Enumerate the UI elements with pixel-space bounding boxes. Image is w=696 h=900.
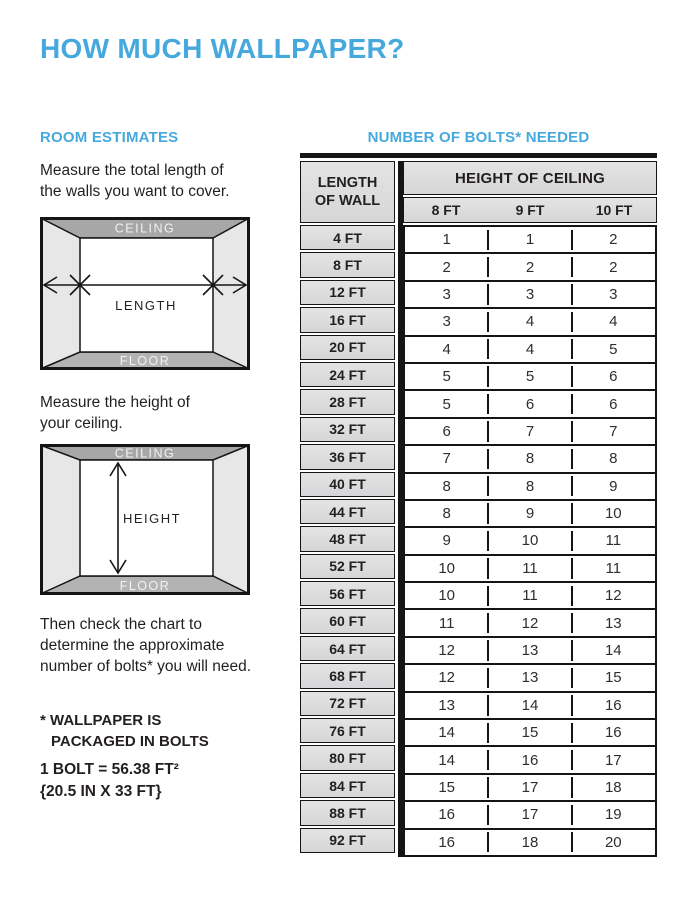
bolt-size-note xyxy=(40,759,179,803)
room-estimates-heading: ROOM ESTIMATES xyxy=(40,129,179,146)
column-header-10ft: 10 FT xyxy=(595,202,633,218)
bolt-count-cell: 2 xyxy=(488,254,571,279)
bolt-count-cell: 16 xyxy=(488,747,571,772)
bolt-count-cell: 3 xyxy=(572,282,655,307)
bolt-count-cell: 6 xyxy=(572,391,655,416)
table-row xyxy=(405,446,655,473)
bolts-needed-heading: NUMBER OF BOLTS* NEEDED xyxy=(367,129,590,146)
bolt-count-cell: 4 xyxy=(488,309,571,334)
bolt-count-cell: 13 xyxy=(572,610,655,635)
bolt-count-rows xyxy=(403,225,657,857)
bolt-count-cell: 14 xyxy=(572,638,655,663)
ceiling-label: CEILING xyxy=(114,221,176,236)
wall-length-cell: 36 FT xyxy=(300,444,395,469)
wall-length-cell: 4 FT xyxy=(300,225,395,250)
ceiling-label: CEILING xyxy=(114,446,176,461)
bolt-count-cell: 9 xyxy=(442,532,451,550)
table-row xyxy=(405,282,655,309)
table-row xyxy=(405,830,655,855)
group-header-cell: HEIGHT OF CEILING xyxy=(403,161,657,195)
bolt-count-cell: 9 xyxy=(572,474,655,499)
footnote-line1: * WALLPAPER IS xyxy=(40,712,162,729)
bolt-count-cell: 7 xyxy=(442,450,451,468)
wall-length-cell: 28 FT xyxy=(300,389,395,414)
bolt-count-cell: 4 xyxy=(442,340,451,358)
bolt-count-cell: 17 xyxy=(488,802,571,827)
bolt-count-cell: 5 xyxy=(442,395,451,413)
bolt-count-cell: 8 xyxy=(442,477,451,495)
wall-length-cell: 76 FT xyxy=(300,718,395,743)
bolt-count-cell: 5 xyxy=(442,368,451,386)
table-row xyxy=(405,693,655,720)
bolt-count-cell: 16 xyxy=(572,720,655,745)
step3-line1: Then check the chart to xyxy=(40,616,202,633)
wall-length-cell: 52 FT xyxy=(300,554,395,579)
wall-length-cell: 12 FT xyxy=(300,280,395,305)
bolt-count-cell: 5 xyxy=(572,337,655,362)
table-row xyxy=(405,583,655,610)
wall-length-cell: 68 FT xyxy=(300,663,395,688)
step2-text xyxy=(40,392,190,434)
bolt-count-cell: 2 xyxy=(572,227,655,252)
bolt-count-cell: 16 xyxy=(572,693,655,718)
bolt-count-cell: 16 xyxy=(438,833,455,851)
bolt-count-cell: 3 xyxy=(442,285,451,303)
column-header-9ft: 9 FT xyxy=(515,202,545,218)
back-wall xyxy=(80,238,213,352)
bolt-count-cell: 14 xyxy=(438,751,455,769)
height-diagram xyxy=(40,444,250,595)
bolt-count-cell: 1 xyxy=(488,227,571,252)
table-row xyxy=(405,802,655,829)
bolt-count-cell: 3 xyxy=(488,282,571,307)
bolt-count-cell: 5 xyxy=(488,364,571,389)
bolt-count-cell: 20 xyxy=(572,830,655,855)
step2-line2: your ceiling. xyxy=(40,415,123,432)
table-row xyxy=(405,747,655,774)
bolt-count-cell: 2 xyxy=(442,258,451,276)
page-title: HOW MUCH WALLPAPER? xyxy=(40,33,405,64)
bolt-count-cell: 15 xyxy=(572,665,655,690)
step1-text xyxy=(40,160,230,202)
corner-header-line2: OF WALL xyxy=(314,193,381,209)
floor-label: FLOOR xyxy=(119,354,171,368)
height-label: HEIGHT xyxy=(122,511,182,526)
table-row xyxy=(405,337,655,364)
wall-length-cell: 16 FT xyxy=(300,307,395,332)
table-top-rule xyxy=(300,153,657,158)
wall-length-cell: 48 FT xyxy=(300,526,395,551)
wall-length-cell: 40 FT xyxy=(300,472,395,497)
bolt-count-cell: 6 xyxy=(572,364,655,389)
bolt-count-cell: 7 xyxy=(488,419,571,444)
bolt-count-cell: 11 xyxy=(488,583,571,608)
bolt-count-cell: 12 xyxy=(438,669,455,687)
wall-length-cell: 24 FT xyxy=(300,362,395,387)
bolt-count-cell: 11 xyxy=(488,556,571,581)
wall-length-cell: 84 FT xyxy=(300,773,395,798)
bolt-count-cell: 17 xyxy=(488,775,571,800)
ceiling-height-header-row xyxy=(403,197,657,223)
corner-header-line1: LENGTH xyxy=(317,175,378,191)
bolt-count-cell: 8 xyxy=(488,474,571,499)
table-body xyxy=(300,161,657,857)
step1-line2: the walls you want to cover. xyxy=(40,183,230,200)
bolt-count-cell: 4 xyxy=(572,309,655,334)
floor-label: FLOOR xyxy=(119,579,171,593)
step1-line1: Measure the total length of xyxy=(40,162,224,179)
bolt-size-line2: {20.5 IN X 33 FT} xyxy=(40,783,162,800)
bolt-count-cell: 17 xyxy=(572,747,655,772)
bolt-count-cell: 6 xyxy=(488,391,571,416)
wall-length-cell: 60 FT xyxy=(300,608,395,633)
wall-length-cell: 80 FT xyxy=(300,745,395,770)
bolt-count-cell: 1 xyxy=(442,231,451,249)
wall-length-cell: 72 FT xyxy=(300,691,395,716)
table-row xyxy=(405,364,655,391)
bolt-count-cell: 12 xyxy=(572,583,655,608)
bolt-count-cell: 6 xyxy=(442,422,451,440)
bolt-count-cell: 10 xyxy=(438,559,455,577)
bolt-count-cell: 13 xyxy=(488,638,571,663)
bolt-size-line1: 1 BOLT = 56.38 FT² xyxy=(40,761,179,778)
bolt-count-cell: 18 xyxy=(572,775,655,800)
bolt-count-cell: 9 xyxy=(488,501,571,526)
bolt-count-cell: 8 xyxy=(488,446,571,471)
bolt-count-columns xyxy=(403,161,657,857)
bolt-count-cell: 11 xyxy=(572,556,655,581)
bolt-count-cell: 13 xyxy=(438,696,455,714)
bolt-count-cell: 10 xyxy=(438,587,455,605)
table-row xyxy=(405,528,655,555)
table-row xyxy=(405,775,655,802)
length-diagram xyxy=(40,217,250,370)
wall-length-cell: 92 FT xyxy=(300,828,395,853)
bolts-table xyxy=(300,153,657,857)
table-row xyxy=(405,391,655,418)
bolt-count-cell: 18 xyxy=(488,830,571,855)
bolt-count-cell: 8 xyxy=(572,446,655,471)
footnote-line2: PACKAGED IN BOLTS xyxy=(51,733,209,750)
table-row xyxy=(405,474,655,501)
bolt-count-cell: 15 xyxy=(488,720,571,745)
wall-length-cell: 64 FT xyxy=(300,636,395,661)
wall-length-cell: 56 FT xyxy=(300,581,395,606)
wall-length-cell: 8 FT xyxy=(300,252,395,277)
table-row xyxy=(405,227,655,254)
bolt-count-cell: 11 xyxy=(572,528,655,553)
bolt-count-cell: 4 xyxy=(488,337,571,362)
corner-header-cell xyxy=(300,161,395,223)
table-row xyxy=(405,665,655,692)
table-row xyxy=(405,610,655,637)
wall-length-cell: 44 FT xyxy=(300,499,395,524)
wall-length-column xyxy=(300,161,395,857)
column-header-8ft: 8 FT xyxy=(431,202,461,218)
table-row xyxy=(405,720,655,747)
bolt-count-cell: 14 xyxy=(438,724,455,742)
bolt-count-cell: 11 xyxy=(438,614,455,632)
wall-length-cell: 88 FT xyxy=(300,800,395,825)
table-row xyxy=(405,309,655,336)
bolt-count-cell: 8 xyxy=(442,505,451,523)
table-row xyxy=(405,556,655,583)
table-row xyxy=(405,254,655,281)
bolt-count-cell: 7 xyxy=(572,419,655,444)
step3-text xyxy=(40,614,251,677)
bolt-count-cell: 19 xyxy=(572,802,655,827)
wall-length-cell: 20 FT xyxy=(300,335,395,360)
step3-line3: number of bolts* you will need. xyxy=(40,658,252,675)
bolt-count-cell: 12 xyxy=(438,642,455,660)
table-row xyxy=(405,501,655,528)
bolt-count-cell: 12 xyxy=(488,610,571,635)
bolts-footnote xyxy=(40,710,209,752)
table-row xyxy=(405,638,655,665)
bolt-count-cell: 3 xyxy=(442,313,451,331)
bolt-count-cell: 16 xyxy=(438,806,455,824)
length-label: LENGTH xyxy=(115,298,177,313)
bolt-count-cell: 15 xyxy=(438,779,455,796)
table-row xyxy=(405,419,655,446)
bolt-count-cell: 10 xyxy=(488,528,571,553)
step3-line2: determine the approximate xyxy=(40,637,225,654)
bolt-count-cell: 10 xyxy=(572,501,655,526)
step2-line1: Measure the height of xyxy=(40,394,190,411)
bolt-count-cell: 13 xyxy=(488,665,571,690)
bolt-count-cell: 2 xyxy=(572,254,655,279)
bolt-count-cell: 14 xyxy=(488,693,571,718)
wall-length-cell: 32 FT xyxy=(300,417,395,442)
